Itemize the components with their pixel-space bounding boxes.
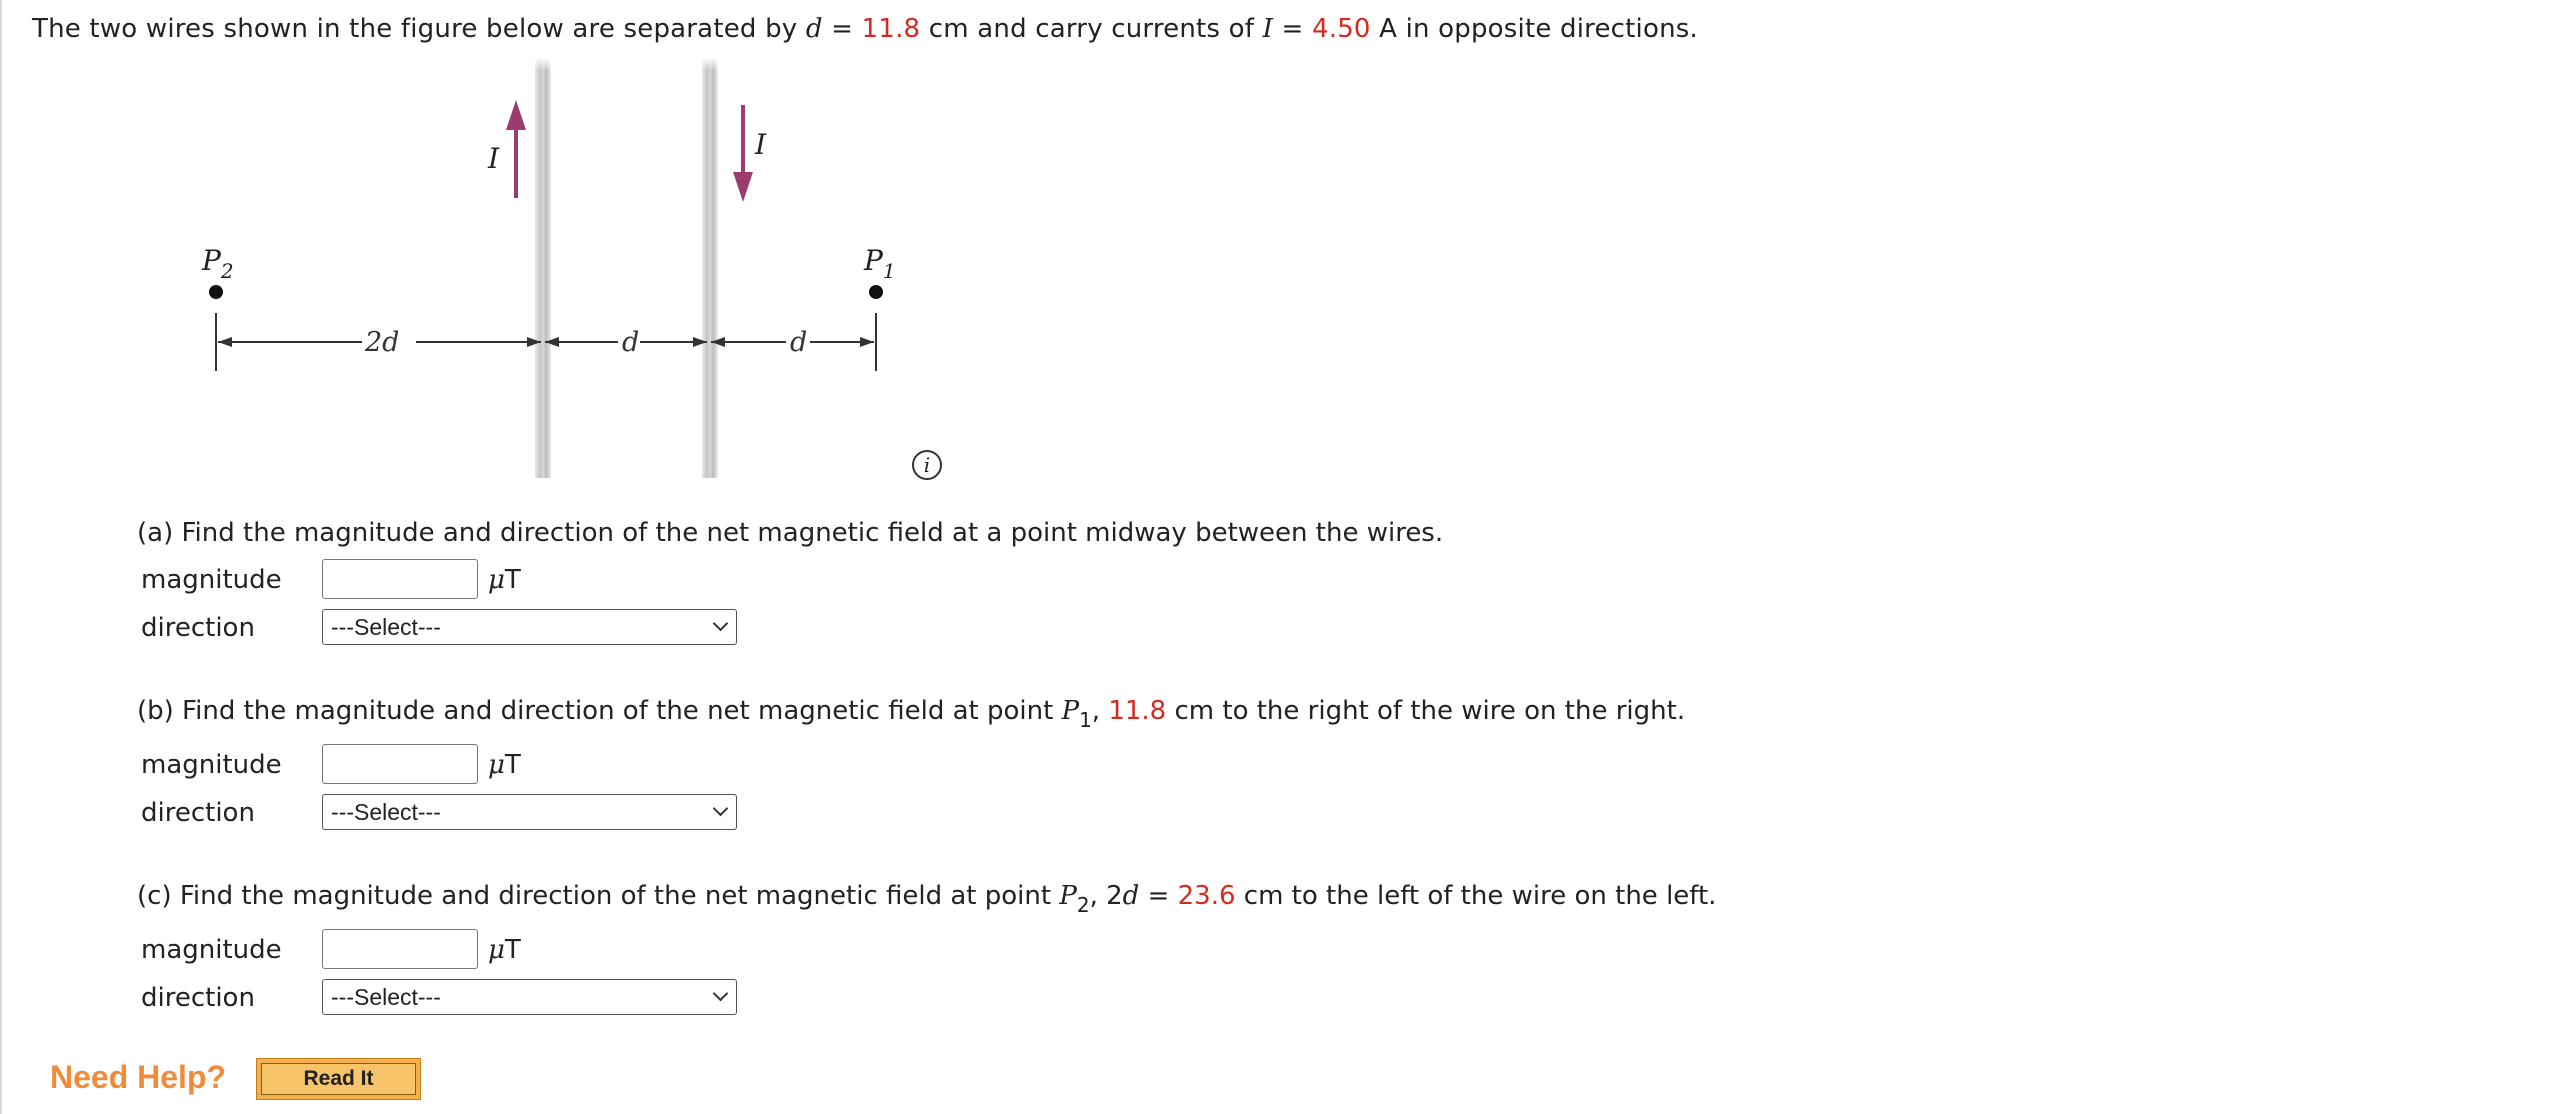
dimension-2d: 2d	[365, 327, 400, 358]
current-label-left: I	[488, 142, 500, 175]
part-b-magnitude-label: magnitude	[141, 750, 282, 780]
part-c-unit: μT	[488, 935, 521, 965]
d-symbol: d	[805, 14, 823, 44]
left-wire	[535, 58, 551, 478]
equals-2: =	[1273, 14, 1312, 44]
part-c-direction-select[interactable]: ---Select---	[322, 979, 737, 1015]
dimension-d-middle: d	[622, 327, 640, 358]
part-b-direction-select[interactable]: ---Select---	[322, 794, 737, 830]
current-label-right: I	[755, 128, 767, 161]
problem-statement	[32, 14, 1698, 44]
part-c-question: (c) Find the magnitude and direction of the net magnetic field at point $P_2$, 2d = 23.6 cm to the left of the wire on the left.	[137, 881, 1717, 917]
d-value: 11.8	[861, 14, 921, 44]
wires-figure	[152, 58, 912, 490]
part-b-question: (b) Find the magnitude and direction of the net magnetic field at point $P_1$, 11.8 cm to the right of the wire on the right.	[137, 696, 1686, 732]
point-p1	[869, 285, 883, 299]
chevron-down-icon	[713, 616, 729, 632]
info-icon[interactable]: i	[912, 450, 942, 480]
i-value: 4.50	[1311, 14, 1371, 44]
current-down-arrow	[733, 105, 753, 202]
point-p2	[209, 285, 223, 299]
read-it-button[interactable]: Read It	[256, 1058, 421, 1100]
current-up-arrow	[506, 100, 526, 198]
part-c-magnitude-label: magnitude	[141, 935, 282, 965]
p1-label: $P_1$	[864, 244, 896, 283]
part-b-direction-label: direction	[141, 798, 255, 828]
part-a-unit: μT	[488, 565, 521, 595]
intro-text-2: cm and carry currents of	[920, 14, 1263, 44]
p2-label: $P_2$	[202, 244, 234, 283]
chevron-down-icon	[713, 801, 729, 817]
dimension-d-right: d	[790, 327, 808, 358]
intro-text-3: A in opposite directions.	[1370, 14, 1698, 44]
part-c-magnitude-input[interactable]	[322, 929, 478, 969]
part-a-direction-label: direction	[141, 613, 255, 643]
intro-text-1: The two wires shown in the figure below are separated by	[32, 14, 806, 44]
part-c-distance-value: 23.6	[1177, 881, 1236, 911]
chevron-down-icon	[713, 986, 729, 1002]
part-a-magnitude-input[interactable]	[322, 559, 478, 599]
part-a-question: (a) Find the magnitude and direction of the net magnetic field at a point midway between the wires.	[137, 518, 1444, 548]
part-a-magnitude-label: magnitude	[141, 565, 282, 595]
part-c-direction-label: direction	[141, 983, 255, 1013]
right-wire	[702, 58, 718, 478]
i-symbol: I	[1262, 14, 1274, 44]
equals-1: =	[822, 14, 862, 44]
part-b-distance-value: 11.8	[1108, 696, 1167, 726]
part-b-magnitude-input[interactable]	[322, 744, 478, 784]
need-help-label: Need Help?	[50, 1059, 227, 1095]
part-b-unit: μT	[488, 750, 521, 780]
part-a-direction-select[interactable]: ---Select---	[322, 609, 737, 645]
